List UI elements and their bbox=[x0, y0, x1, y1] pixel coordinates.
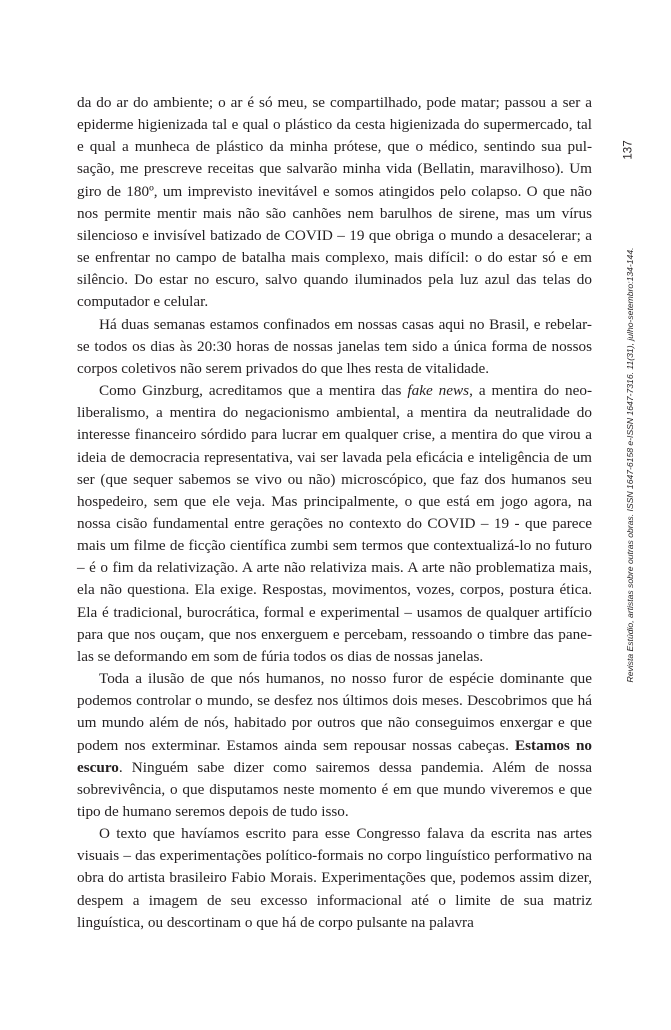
paragraph-5: O texto que havíamos escrito para esse Congresso falava da escrita nas artes visuais – das experimentações político-formais no corpo linguístico performativo na obra do artista brasileiro Fabio Morais. Experimentações que, podemos assim dizer, despem a imagem de seu excesso informacional até o limite de sua matriz linguística, ou descortinam o que há de corpo pulsante na palavra bbox=[77, 825, 592, 931]
estamos-no-escuro-bold: Estamos no escuro bbox=[77, 736, 592, 776]
paragraph-4-text-a: Toda a ilusão de que nós humanos, no nosso furor de espécie dominante que podemos controlar o mundo, se desfez nos últimos dois meses. Descobrimos que há um mundo além de nós, habitado por outros que não conseguimos enxergar e que podem nos exterminar. Estamos ainda sem repousar nossas cabeças. bbox=[77, 670, 592, 754]
article-body bbox=[77, 92, 592, 934]
page-number-text: 137 bbox=[623, 140, 635, 160]
paragraph-3-text-a: Como Ginzburg, acreditamos que a mentira das bbox=[99, 382, 408, 400]
paragraph-4-text-b: . Ninguém sabe dizer como sairemos dessa pandemia. Além de nossa sobrevivência, o que disputamos neste momento é em que mundo viveremos e que tipo de humano seremos depois de tudo isso. bbox=[77, 758, 592, 820]
paragraph-3-text-b: , a mentira do neoliberalismo, a mentira do negacionismo ambiental, a mentira da neutralidade do interesse financeiro sórdido para lucrar em qualquer crise, a mentira do que virou a ideia de democracia representativa, vai ser lavada pela eficácia e inteligência de um ser (que sequer sabemos se vivo ou não) microscópico, que faz dos humanos seu hospedeiro, sem que ele veja. Mas principalmente, o que está em jogo agora, na nossa cisão fundamental entre gerações no contexto do COVID – 19 - que parece mais um filme de ficção científica zumbi sem termos que contextualizá-lo no futuro – é o fim da relativização. A arte não relativiza mais. A arte não problematiza mais, ela não questiona. Ela exige. Respostas, movimentos, vozes, corpos, postura ética. Ela é tradicional, burocrática, formal e experimental – usamos de qualquer artifício para que nos ouçam, que nos enxerguem e percebam, ressoando o timbre das panelas se deformando em som de fúria todos os dias de nossas janelas. bbox=[77, 382, 593, 665]
fake-news-emphasis: fake news bbox=[407, 382, 470, 400]
paragraph-3 bbox=[77, 380, 592, 668]
paragraph-4 bbox=[77, 668, 592, 823]
paragraph-1: da do ar do ambiente; o ar é só meu, se compartilhado, pode matar; passou a ser a epiderme higienizada tal e qual o plástico da cesta higienizada do supermercado, tal e qual a munheca de plástico da minha prótese, que o médico, sentindo sua pulsação, me prescreve receitas que salvarão minha vida (Bellatin, maravilhoso). Um giro de 180º, um imprevisto inevitável e somos atingidos pelo colapso. O que não nos permite mentir mais não são canhões nem barulhos de sirene, mas um vírus silencioso e invisível batizado de COVID – 19 que obriga o mundo a desacelerar; a se enfrentar no campo de batalha mais complexo, mais difícil: o do estar só e em silêncio. Do estar no escuro, salvo quando iluminados pela luz azul das telas do computador e celular. bbox=[77, 94, 592, 311]
paragraph-2: Há duas semanas estamos confinados em nossas casas aqui no Brasil, e rebelar-se todos os dias às 20:30 horas de nossas janelas tem sido a única forma de nossos corpos coletivos não serem privados do que lhes resta de vitalidade. bbox=[77, 315, 592, 377]
running-header-text: Revista Estúdio, artistas sobre outras obras. ISSN 1647-6158 e-ISSN 1647-7316. 11(31), julho-setembro:134-144. bbox=[625, 247, 635, 683]
page-number bbox=[619, 132, 639, 168]
